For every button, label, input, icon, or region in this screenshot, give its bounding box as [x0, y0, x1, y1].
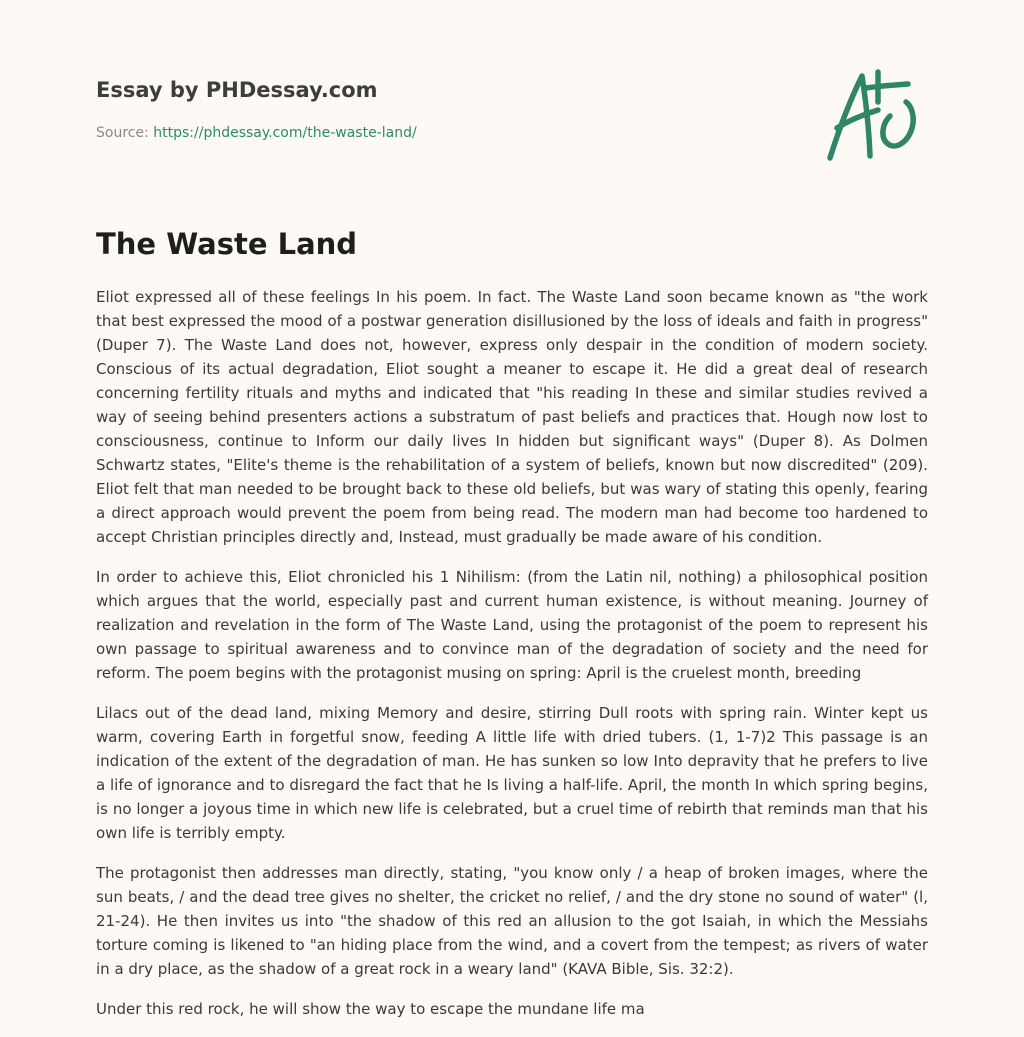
source-label: Source:	[96, 125, 149, 141]
source-link[interactable]: https://phdessay.com/the-waste-land/	[153, 125, 417, 141]
page-title: The Waste Land	[96, 227, 358, 261]
paragraph: In order to achieve this, Eliot chronicled his 1 Nihilism: (from the Latin nil, nothing) a philosophical position which argues that the world, especially past and current human existence, is without meaning. Journey of realization and revelation in the form of The Waste Land, using the protagonist of the poem to represent his own passage to spiritual awareness and to convince man of the degradation of society and the need for reform. The poem begins with the protagonist musing on spring: April is the cruelest month, breeding	[96, 568, 928, 682]
source-line	[96, 124, 417, 142]
paragraph: Eliot expressed all of these feelings In his poem. In fact. The Waste Land soon became known as "the work that best expressed the mood of a postwar generation disillusioned by the loss of ideals and faith in progress" (Duper 7). The Waste Land does not, however, express only despair in the condition of modern society. Conscious of its actual degradation, Eliot sought a meaner to escape it. He did a great deal of research concerning fertility rituals and myths and indicated that "his reading In these and similar studies revived a way of seeing behind presenters actions a substratum of past beliefs and practices that. Hough now lost to consciousness, continue to Inform our daily lives In hidden but significant ways" (Duper 8). As Dolmen Schwartz states, "Elite's theme is the rehabilitation of a system of beliefs, known but now discredited" (209). Eliot felt that man needed to be brought back to these old beliefs, but was wary of stating this openly, fearing a direct approach would prevent the poem from being read. The modern man had become too hardened to accept Christian principles directly and, Instead, must gradually be made aware of his condition.	[96, 288, 928, 546]
paragraph: Under this red rock, he will show the way to escape the mundane life ma	[96, 1000, 645, 1018]
site-header	[96, 76, 928, 166]
paragraph: The protagonist then addresses man directly, stating, "you know only / a heap of broken images, where the sun beats, / and the dead tree gives no shelter, the cricket no relief, / and the dry stone no sound of water" (l, 21-24). He then invites us into "the shadow of this red an allusion to the got Isaiah, in which the Messiahs torture coming is likened to "an hiding place from the wind, and a covert from the tempest; as rivers of water in a dry place, as the shadow of a great rock in a weary land" (KAVA Bible, Sis. 32:2).	[96, 864, 928, 978]
site-title: Essay by PHDessay.com	[96, 78, 378, 102]
a-plus-logo-icon	[822, 66, 928, 166]
essay-body	[96, 285, 928, 1037]
paragraph: Lilacs out of the dead land, mixing Memory and desire, stirring Dull roots with spring rain. Winter kept us warm, covering Earth in forgetful snow, feeding A little life with dried tubers. (1, 1-7)2 This passage is an indication of the extent of the degradation of man. He has sunken so low Into depravity that he prefers to live a life of ignorance and to disregard the fact that he Is living a half-life. April, the month In which spring begins, is no longer a joyous time in which new life is celebrated, but a cruel time of rebirth that reminds man that his own life is terribly empty.	[96, 704, 928, 842]
a-plus-logo	[822, 66, 928, 166]
